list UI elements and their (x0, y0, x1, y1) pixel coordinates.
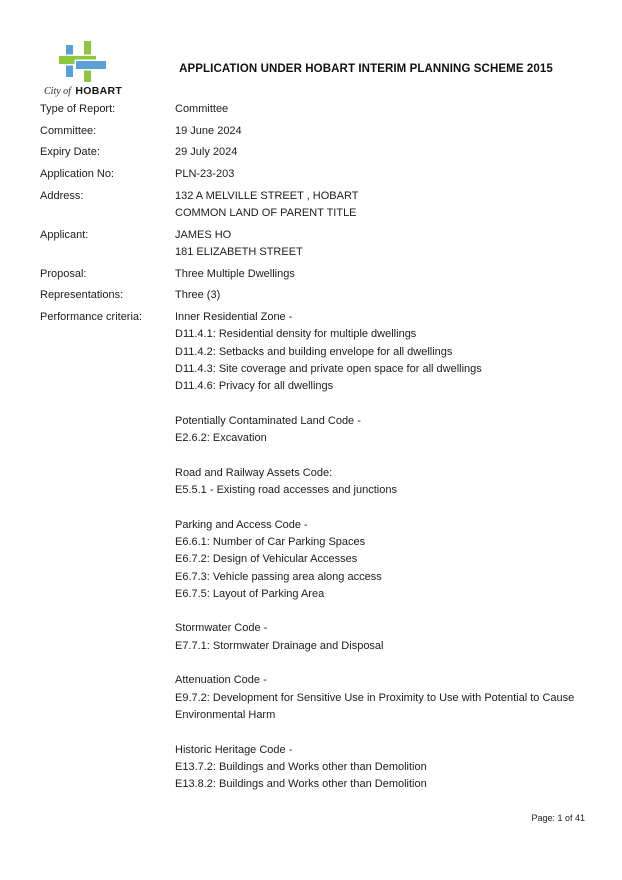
field-value-line: E13.8.2: Buildings and Works other than Demolition (175, 778, 427, 791)
field-value-line: E2.6.2: Excavation (175, 432, 267, 445)
field-value-line: E6.7.3: Vehicle passing area along access (175, 570, 382, 583)
field-value-line: 132 A MELVILLE STREET , HOBART (175, 189, 359, 202)
city-of-hobart-logo-icon (44, 40, 134, 84)
field-value-line: COMMON LAND OF PARENT TITLE (175, 207, 357, 220)
field-value-line: Committee (175, 103, 229, 115)
field-value-line: Three (3) (175, 289, 221, 302)
field-value-line: D11.4.3: Site coverage and private open space for all dwellings (175, 362, 482, 375)
field-value-line: Three Multiple Dwellings (175, 267, 295, 280)
field-label: Proposal: (40, 267, 87, 280)
field-value-line: E7.7.1: Stormwater Drainage and Disposal (175, 639, 384, 652)
field-value-line: Road and Railway Assets Code: (175, 466, 333, 479)
field-value-line: 19 June 2024 (175, 124, 242, 137)
field-value-line: D11.4.2: Setbacks and building envelope for all dwellings (175, 345, 453, 358)
field-value (175, 309, 592, 793)
field-value-line: E5.5.1 - Existing road accesses and junctions (175, 484, 397, 497)
field-value (175, 266, 592, 283)
field-label: Representations: (40, 289, 124, 302)
logo-city-of-text: City of (44, 86, 71, 97)
logo-hobart-text: HOBART (75, 85, 123, 97)
field-value-line: E6.7.5: Layout of Parking Area (175, 587, 325, 600)
field-value-line: D11.4.6: Privacy for all dwellings (175, 380, 334, 393)
field-row (40, 101, 592, 118)
fields-table (40, 101, 592, 798)
field-value-line: E9.7.2: Development for Sensitive Use in Proximity to Use with Potential to Cause Environmental Harm (175, 691, 575, 721)
field-value-line: D11.4.1: Residential density for multiple dwellings (175, 328, 417, 341)
field-label: Expiry Date: (40, 146, 100, 159)
field-value (175, 227, 592, 262)
field-value-line: Attenuation Code - (175, 674, 267, 687)
field-label: Committee: (40, 124, 97, 137)
logo-bar-horizontal-blue (76, 61, 106, 69)
field-row (40, 166, 592, 183)
field-value (175, 101, 592, 118)
field-row (40, 123, 592, 140)
field-row (40, 188, 592, 223)
field-label: Applicant: (40, 228, 89, 241)
field-value-line: JAMES HO (175, 228, 232, 241)
field-value-spacer (175, 499, 592, 516)
document-title: APPLICATION UNDER HOBART INTERIM PLANNING SCHEME 2015 (179, 63, 553, 75)
city-of-hobart-logo (44, 40, 134, 96)
field-value-spacer (175, 724, 592, 741)
field-row (40, 309, 592, 793)
field-value-line: Inner Residential Zone - (175, 311, 293, 324)
field-value (175, 287, 592, 304)
page-number-label: Page: 1 of 41 (531, 813, 585, 823)
field-label: Address: (40, 189, 84, 202)
field-value-line: Historic Heritage Code - (175, 743, 293, 756)
field-row (40, 144, 592, 161)
field-row (40, 287, 592, 304)
city-of-hobart-wordmark (44, 81, 122, 99)
field-value (175, 144, 592, 161)
field-value-line: Parking and Access Code - (175, 518, 308, 531)
field-value-line: Stormwater Code - (175, 622, 268, 635)
page-footer (531, 813, 585, 823)
field-label: Application No: (40, 168, 114, 181)
field-value-spacer (175, 447, 592, 464)
field-row (40, 227, 592, 262)
field-value-line: 181 ELIZABETH STREET (175, 246, 303, 259)
field-value-line: E6.6.1: Number of Car Parking Spaces (175, 535, 366, 548)
field-value-line: E13.7.2: Buildings and Works other than Demolition (175, 760, 427, 773)
field-value-spacer (175, 396, 592, 413)
field-value-spacer (175, 655, 592, 672)
field-value (175, 166, 592, 183)
field-value (175, 188, 592, 223)
field-value (175, 123, 592, 140)
field-label: Performance criteria: (40, 311, 143, 324)
field-value-line: 29 July 2024 (175, 146, 238, 159)
field-row (40, 266, 592, 283)
field-value-spacer (175, 603, 592, 620)
field-value-line: E6.7.2: Design of Vehicular Accesses (175, 553, 358, 566)
field-value-line: Potentially Contaminated Land Code - (175, 414, 361, 427)
field-value-line: PLN-23-203 (175, 168, 235, 181)
field-label: Type of Report: (40, 103, 116, 115)
